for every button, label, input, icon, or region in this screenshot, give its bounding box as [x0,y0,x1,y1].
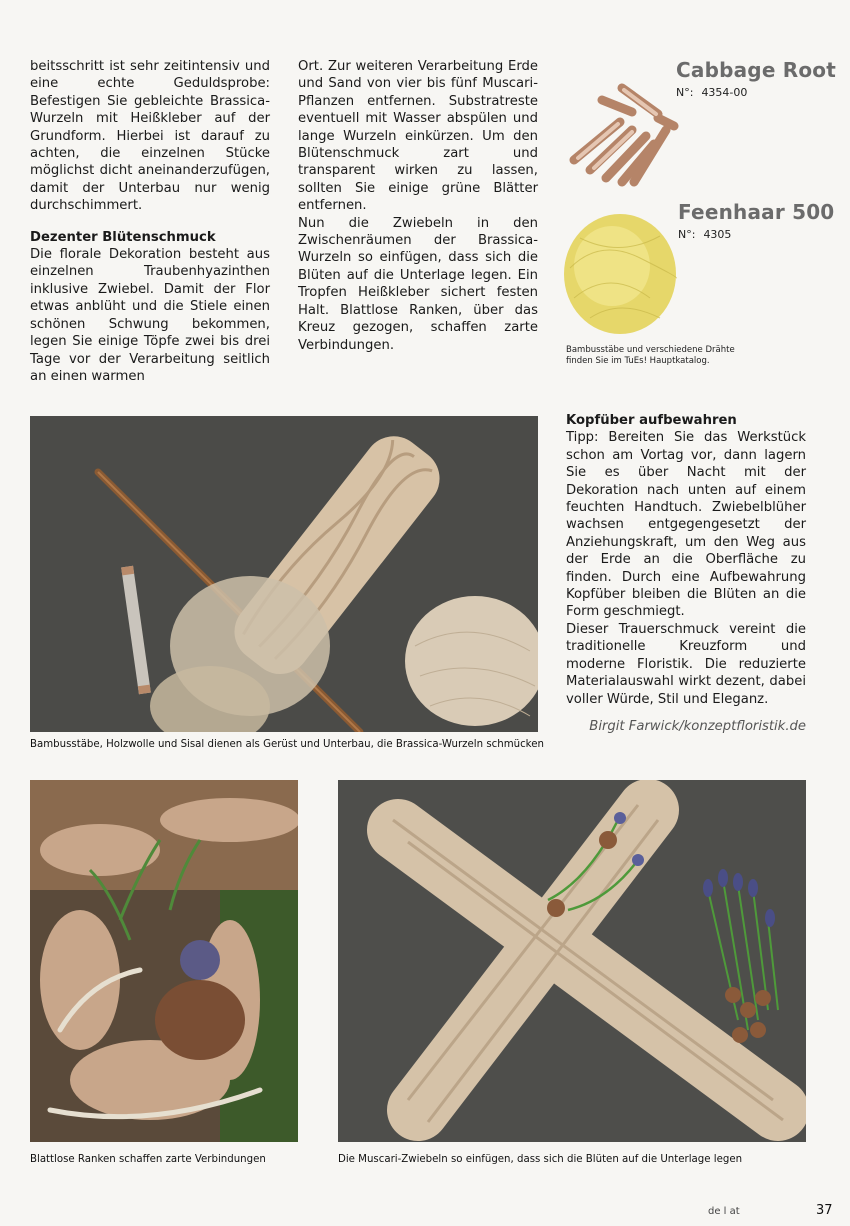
cross-photo [338,780,806,1142]
cross-photo-caption: Die Muscari-Zwiebeln so einfügen, dass sich die Blüten auf die Unterlage legen [338,1154,743,1165]
product-title: Cabbage Root [676,58,836,82]
product-number-label: N°: [676,86,694,99]
product-number-value: 4305 [703,228,732,241]
text-column-2 [298,58,538,354]
product-number-label: N°: [678,228,696,241]
author-credit: Birgit Farwick/konzeptfloristik.de [589,718,806,734]
cabbage-root-product-image [562,70,687,190]
paragraph: Ort. Zur weiteren Verarbeitung Erde und Sand von vier bis fünf Muscari-Pflanzen entfernen. Substratreste eventuell mit Wasser abspülen und lange Wurzeln einkürzen. Um den Blütenschmuck zart und transparent wirken zu lassen, sollten Sie einige grüne Blätter entfernen. [298,59,538,214]
feenhaar-product-image [560,208,682,340]
paragraph: Tipp: Bereiten Sie das Werkstück schon am Vortag vor, dann lagern Sie es über Nacht mit der Dekoration nach unten auf einem feuchten Handtuch. Zwiebelblüher wachsen entgegengesetzt der Anziehungskraft, um den Weg aus der Erde an die Oberfläche zu finden. Durch eine Aufbewahrung Kopfüber bleiben die Blüten an die Form geschmiegt. [566,430,806,620]
catalog-note: Bambusstäbe und verschiedene Drähte finden Sie im TuEs! Hauptkatalog. [566,345,735,366]
paragraph: Nun die Zwiebeln in den Zwischenräumen der Brassica-Wurzeln so einfügen, dass sich die Blüten auf die Unterlage legen. Ein Tropfen Heißkleber sichert festen Halt. Blattlose Ranken, über das Kreuz gezogen, schaffen zarte Verbindungen. [298,215,538,353]
paragraph: Dieser Trauerschmuck vereint die traditionelle Kreuzform und moderne Floristik. Die reduzierte Materialauswahl wirkt dezent, dabei voller Würde, Stil und Eleganz. [566,621,806,707]
product-number [676,86,755,99]
main-photo [30,416,538,732]
product-number-value: 4354-00 [701,86,748,99]
footer-label: de l at [708,1206,740,1217]
text-column-3 [566,412,806,735]
text-column-1 [30,58,270,385]
detail-photo [30,780,298,1142]
section-heading: Dezenter Blütenschmuck [30,229,216,245]
paragraph: Die florale Dekoration besteht aus einzelnen Traubenhyazinthen inklusive Zwiebel. Damit der Flor etwas anblüht und die Stiele einen schönen Schwung bekommen, legen Sie einige Töpfe zwei bis drei Tage vor der Verarbeitung seitlich an einen warmen [30,247,270,384]
product-title: Feenhaar 500 [678,200,835,224]
page-number: 37 [816,1203,833,1218]
product-number [678,228,739,241]
section-heading: Kopfüber aufbewahren [566,413,737,428]
main-photo-caption: Bambusstäbe, Holzwolle und Sisal dienen als Gerüst und Unterbau, die Brassica-Wurzeln schmücken [30,739,544,750]
paragraph: beitsschritt ist sehr zeitintensiv und eine echte Geduldsprobe: Befestigen Sie gebleichte Brassica-Wurzeln mit Heißkleber auf der Grundform. Hierbei ist darauf zu achten, die einzelnen Stücke möglichst dicht aneinanderzufügen, damit der Unterbau nur wenig durchschimmert. [30,59,270,214]
detail-photo-caption: Blattlose Ranken schaffen zarte Verbindungen [30,1154,266,1165]
